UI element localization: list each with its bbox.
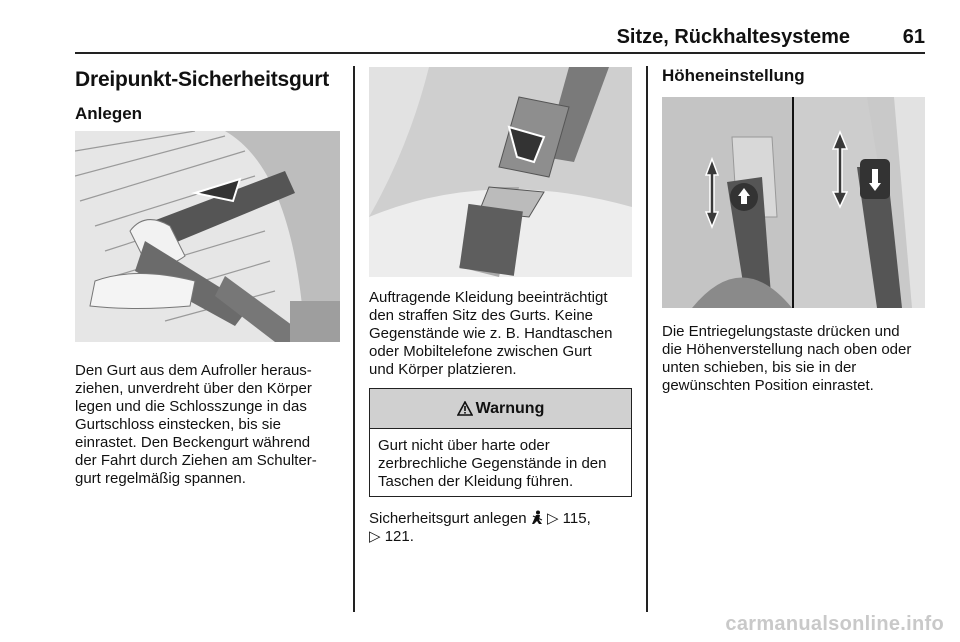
warning-title: Warnung [475, 399, 545, 417]
text-line: gewünschten Position einrastet. [662, 377, 874, 394]
seat-belt-icon [531, 510, 543, 525]
height-adjust-drawing [662, 97, 925, 308]
page-header [75, 26, 925, 50]
reference-line [369, 510, 639, 528]
header-title: Sitze, Rückhaltesysteme [616, 26, 850, 48]
text-line: legen und die Schlosszunge in das [75, 398, 307, 415]
column-divider-right [646, 66, 648, 612]
reference-line [369, 528, 639, 546]
text-line: Gegenstände wie z. B. Handtaschen [369, 325, 613, 342]
text-line: und Körper platzieren. [369, 361, 517, 378]
text-line: die Höhenverstellung nach oben oder [662, 341, 912, 358]
watermark: carmanualsonline.info [725, 613, 944, 635]
header-rule [75, 52, 925, 54]
page-ref-arrow-icon[interactable]: ▷ [546, 510, 559, 527]
page-ref-arrow-icon[interactable]: ▷ [369, 528, 381, 545]
text-line: Gurtschloss einstecken, bis sie [75, 416, 281, 433]
col3-paragraph [662, 323, 937, 395]
warning-header [370, 389, 631, 429]
reference-label: Sicherheitsgurt anlegen [369, 510, 527, 527]
cross-reference [369, 510, 639, 546]
page-reference-link[interactable]: 121. [384, 528, 414, 545]
col2-paragraph [369, 289, 639, 379]
text-line: Auftragende Kleidung beeinträchtigt [369, 289, 608, 306]
text-line: unten schieben, bis sie in der [662, 359, 857, 376]
page-number: 61 [902, 26, 925, 48]
warning-box [369, 388, 632, 497]
text-line: gurt regelmäßig spannen. [75, 470, 246, 487]
text-line: zerbrechliche Gegenstände in den [378, 455, 607, 472]
column-divider-left [353, 66, 355, 612]
text-line: Taschen der Kleidung führen. [378, 473, 574, 490]
buckle-drawing [369, 67, 632, 277]
belt-fastening-drawing [75, 131, 340, 342]
col1-paragraph [75, 362, 345, 488]
text-line: ziehen, unverdreht über den Körper [75, 380, 312, 397]
text-line: der Fahrt durch Ziehen am Schulter- [75, 452, 317, 469]
text-line: Den Gurt aus dem Aufroller heraus- [75, 362, 312, 379]
text-line: den straffen Sitz des Gurts. Keine [369, 307, 594, 324]
text-line: Gurt nicht über harte oder [378, 437, 550, 454]
buckle-illustration [369, 67, 632, 277]
page-reference-link[interactable]: 115, [562, 510, 591, 527]
section-heading: Dreipunkt-Sicherheitsgurt [75, 68, 330, 91]
text-line: oder Mobiltelefone zwischen Gurt [369, 343, 592, 360]
warning-triangle-icon [457, 401, 473, 416]
belt-fastening-illustration [75, 131, 340, 342]
text-line: Die Entriegelungstaste drücken und [662, 323, 900, 340]
height-adjust-illustration [662, 97, 925, 308]
warning-body [370, 429, 631, 499]
subsection-heading: Anlegen [75, 104, 143, 123]
text-line: einrastet. Den Beckengurt während [75, 434, 311, 451]
section-heading-height: Höheneinstellung [662, 66, 805, 85]
